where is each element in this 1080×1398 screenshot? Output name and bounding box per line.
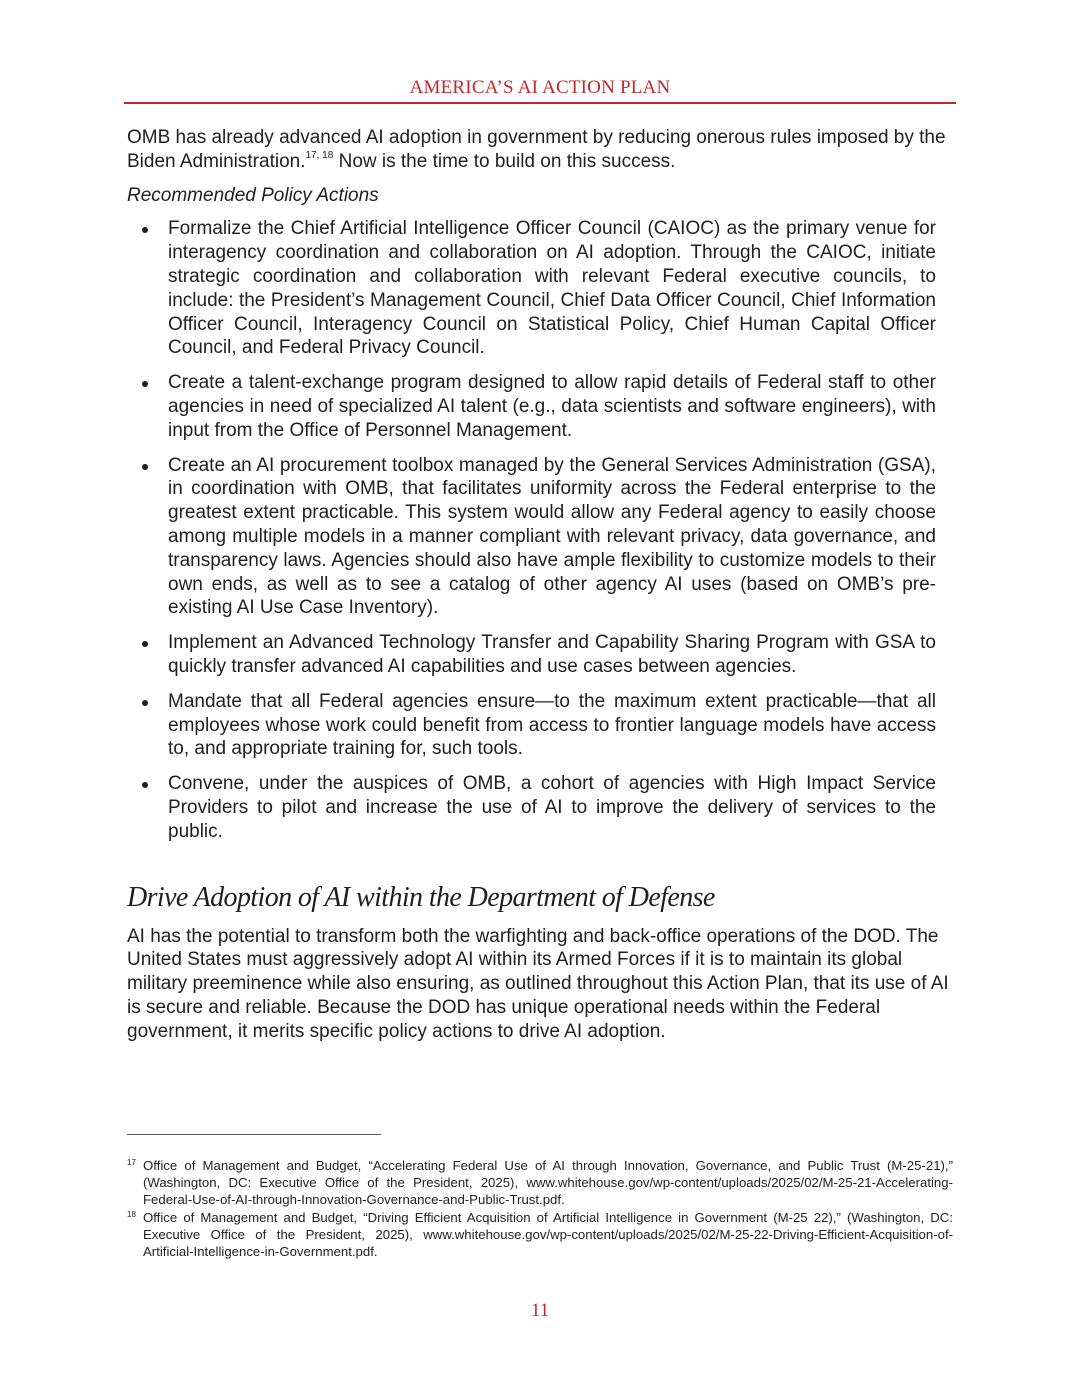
policy-action-text: Formalize the Chief Artificial Intelligence Officer Council (CAIOC) as the primary venue for interagency coordination and collaboration on AI adoption. Through the CAIOC, initiate strategic coordination and collaboration with relevant Federal executive councils, to include: the President’s Management Council, Chief Data Officer Council, Chief Information Officer Council, Interagency Council on Statistical Policy, Chief Human Capital Officer Council, and Federal Privacy Council. bbox=[168, 218, 936, 359]
policy-action-item bbox=[127, 690, 936, 761]
footnote-separator bbox=[127, 1134, 381, 1135]
footnote-text: Office of Management and Budget, “Accelerating Federal Use of AI through Innovation, Governance, and Public Trust (M-25-21),” (Washington, DC: Executive Office of the President, 2025), www.whitehouse.gov/wp-content/uploads/2025/02/M-25-21-Accelerating-Federal-Use-of-AI-through-Innovation-Governance-and-Public-Trust.pdf. bbox=[143, 1158, 953, 1208]
footnote-number: 18 bbox=[127, 1209, 136, 1219]
intro-text-after: Now is the time to build on this success. bbox=[333, 150, 676, 172]
policy-action-text: Mandate that all Federal agencies ensure—to the maximum extent practicable—that all employees whose work could benefit from access to frontier language models have access to, and appropriate training for, such tools. bbox=[168, 690, 936, 760]
policy-action-item bbox=[127, 772, 936, 843]
footnote-text: Office of Management and Budget, “Driving Efficient Acquisition of Artificial Intelligence in Government (M-25 22),” (Washington, DC: Executive Office of the President, 2025), www.whitehouse.gov/wp-content/uploads/2025/02/M-25-22-Driving-Efficient-Acquisition-of-Artificial-Intelligence-in-Government.pdf. bbox=[143, 1209, 953, 1260]
policy-action-text: Create an AI procurement toolbox managed by the General Services Administration (GSA), in coordination with OMB, that facilitates uniformity across the Federal enterprise to the greatest extent practicable. This system would allow any Federal agency to easily choose among multiple models in a manner compliant with relevant privacy, data governance, and transparency laws. Agencies should also have ample flexibility to customize models to their own ends, as well as to see a catalog of other agency AI uses (based on OMB’s pre-existing AI Use Case Inventory). bbox=[168, 454, 936, 619]
page-number: 11 bbox=[530, 1300, 550, 1321]
policy-action-item bbox=[127, 371, 936, 442]
footnotes bbox=[127, 1157, 953, 1260]
policy-action-item bbox=[127, 631, 936, 679]
section-body: AI has the potential to transform both the warfighting and back-office operations of the DOD. The United States must aggressively adopt AI within its Armed Forces if it is to maintain its global military preeminence while also ensuring, as outlined throughout this Action Plan, that its use of AI is secure and reliable. Because the DOD has unique operational needs within the Federal government, it merits specific policy actions to drive AI adoption. bbox=[127, 925, 949, 1042]
recommended-actions-subhead: Recommended Policy Actions bbox=[127, 184, 379, 206]
header-rule bbox=[124, 102, 956, 104]
intro-text: OMB has already advanced AI adoption in government by reducing onerous rules imposed by the Biden Administration. bbox=[127, 127, 946, 172]
policy-actions-list bbox=[127, 217, 955, 843]
footnote-refs[interactable]: 17, 18 bbox=[305, 149, 334, 161]
bullet-icon bbox=[142, 641, 148, 647]
bullet-icon bbox=[142, 700, 148, 706]
bullet-icon bbox=[142, 227, 148, 233]
bullet-icon bbox=[142, 782, 148, 788]
section-heading: Drive Adoption of AI within the Department of Defense bbox=[127, 881, 715, 913]
footnote-number: 17 bbox=[127, 1158, 136, 1167]
bullet-icon bbox=[142, 464, 148, 470]
policy-action-text: Convene, under the auspices of OMB, a cohort of agencies with High Impact Service Providers to pilot and increase the use of AI to improve the delivery of services to the public. bbox=[168, 773, 936, 842]
bullet-icon bbox=[142, 381, 148, 387]
footnote-17 bbox=[127, 1157, 953, 1209]
footnote-18 bbox=[127, 1209, 953, 1261]
page-content bbox=[127, 126, 955, 1044]
policy-action-item bbox=[127, 454, 936, 621]
running-header: AMERICA’S AI ACTION PLAN bbox=[409, 77, 671, 98]
policy-action-text: Create a talent-exchange program designed to allow rapid details of Federal staff to other agencies in need of specialized AI talent (e.g., data scientists and software engineers), with input from the Office of Personnel Management. bbox=[168, 372, 936, 441]
intro-paragraph bbox=[127, 126, 955, 174]
policy-action-text: Implement an Advanced Technology Transfer and Capability Sharing Program with GSA to quickly transfer advanced AI capabilities and use cases between agencies. bbox=[168, 632, 936, 677]
policy-action-item bbox=[127, 217, 936, 360]
